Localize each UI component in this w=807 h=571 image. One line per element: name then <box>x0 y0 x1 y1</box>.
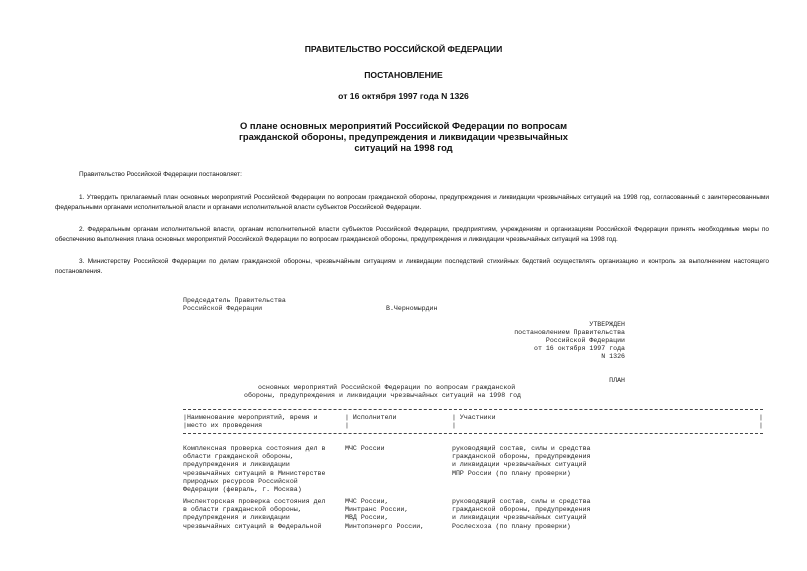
table-header-bottom-border <box>183 433 763 434</box>
signature-position-line-2: Российской Федерации <box>183 305 263 312</box>
paragraph-1: 1. Утвердить прилагаемый план основных мероприятий Российской Федерации по вопросам гражданской обороны, предупреждения и ликвидации чрезвычайных ситуаций на 1998 год, согласованный с заинтересованными федеральными органами исполнительной власти и органами исполнительной власти субъектов Российской Федерации. <box>55 194 769 211</box>
table-header-participants: | Участники | <box>452 414 496 430</box>
document-title-line-2: гражданской обороны, предупреждения и ликвидации чрезвычайных <box>239 131 568 142</box>
preamble: Правительство Российской Федерации постановляет: <box>79 171 242 178</box>
table-header-events: |Наименование мероприятий, время и |место их проведения <box>183 414 318 430</box>
table-row-1-executors: МЧС России <box>345 445 385 452</box>
table-top-border <box>183 409 763 410</box>
plan-heading: ПЛАН <box>609 377 625 384</box>
document-title-line-3: ситуаций на 1998 год <box>354 142 453 153</box>
table-header-executors: | Исполнители | <box>345 414 397 430</box>
document-title-line-1: О плане основных мероприятий Российской Федерации по вопросам <box>239 120 568 131</box>
table-row-2-event: Инспекторская проверка состояния дел в области гражданской обороны, предупреждения и ликвидации чрезвычайных ситуаций в Федеральной <box>183 498 326 530</box>
approval-line-5: N 1326 <box>601 353 625 360</box>
table-header-right-border: | | <box>759 414 763 430</box>
paragraph-3: 3. Министерству Российской Федерации по делам гражданской обороны, чрезвычайным ситуациям и ликвидации последствий стихийных бедствий осуществлять организацию и контроль за выполнением настоящего постановления. <box>55 258 769 275</box>
government-heading: ПРАВИТЕЛЬСТВО РОССИЙСКОЙ ФЕДЕРАЦИИ <box>304 44 503 54</box>
approval-line-3: Российской Федерации <box>545 337 625 344</box>
plan-subtitle-line-2: обороны, предупреждения и ликвидации чрезвычайных ситуаций на 1998 год <box>244 392 521 399</box>
signature-name: В.Черномырдин <box>386 305 438 312</box>
table-row-1-participants: руководящий состав, силы и средства гражданской обороны, предупреждения и ликвидации чрезвычайных ситуаций МПР России (по плану проверки) <box>452 445 591 477</box>
approval-line-1: УТВЕРЖДЕН <box>589 321 625 328</box>
document-type: ПОСТАНОВЛЕНИЕ <box>364 70 443 80</box>
document-date-number: от 16 октября 1997 года N 1326 <box>338 91 469 101</box>
table-row-2-participants: руководящий состав, силы и средства гражданской обороны, предупреждения и ликвидации чрезвычайных ситуаций Рослесхоза (по плану проверки) <box>452 498 591 530</box>
approval-line-4: от 16 октября 1997 года <box>533 345 625 352</box>
approval-line-2: постановлением Правительства <box>514 329 625 336</box>
signature-position-line-1: Председатель Правительства <box>183 297 286 304</box>
table-row-1-event: Комплексная проверка состояния дел в области гражданской обороны, предупреждения и ликвидации чрезвычайных ситуаций в Министерстве природных ресурсов Российской Федерации (февраль, г. Москва) <box>183 445 326 494</box>
plan-subtitle-line-1: основных мероприятий Российской Федерации по вопросам гражданской <box>258 384 516 391</box>
table-row-2-executors: МЧС России, Минтранс России, МВД России, Минтопэнерго России, <box>345 498 425 530</box>
paragraph-2: 2. Федеральным органам исполнительной власти, органам исполнительной власти субъектов Российской Федерации, предприятиям, учреждениям и организациям Российской Федерации принять необходимые меры по обеспечению выполнения плана основных мероприятий Российской Федерации по вопросам гражданской обороны, предупреждения и ликвидации чрезвычайных ситуаций на 1998 год. <box>55 226 769 243</box>
